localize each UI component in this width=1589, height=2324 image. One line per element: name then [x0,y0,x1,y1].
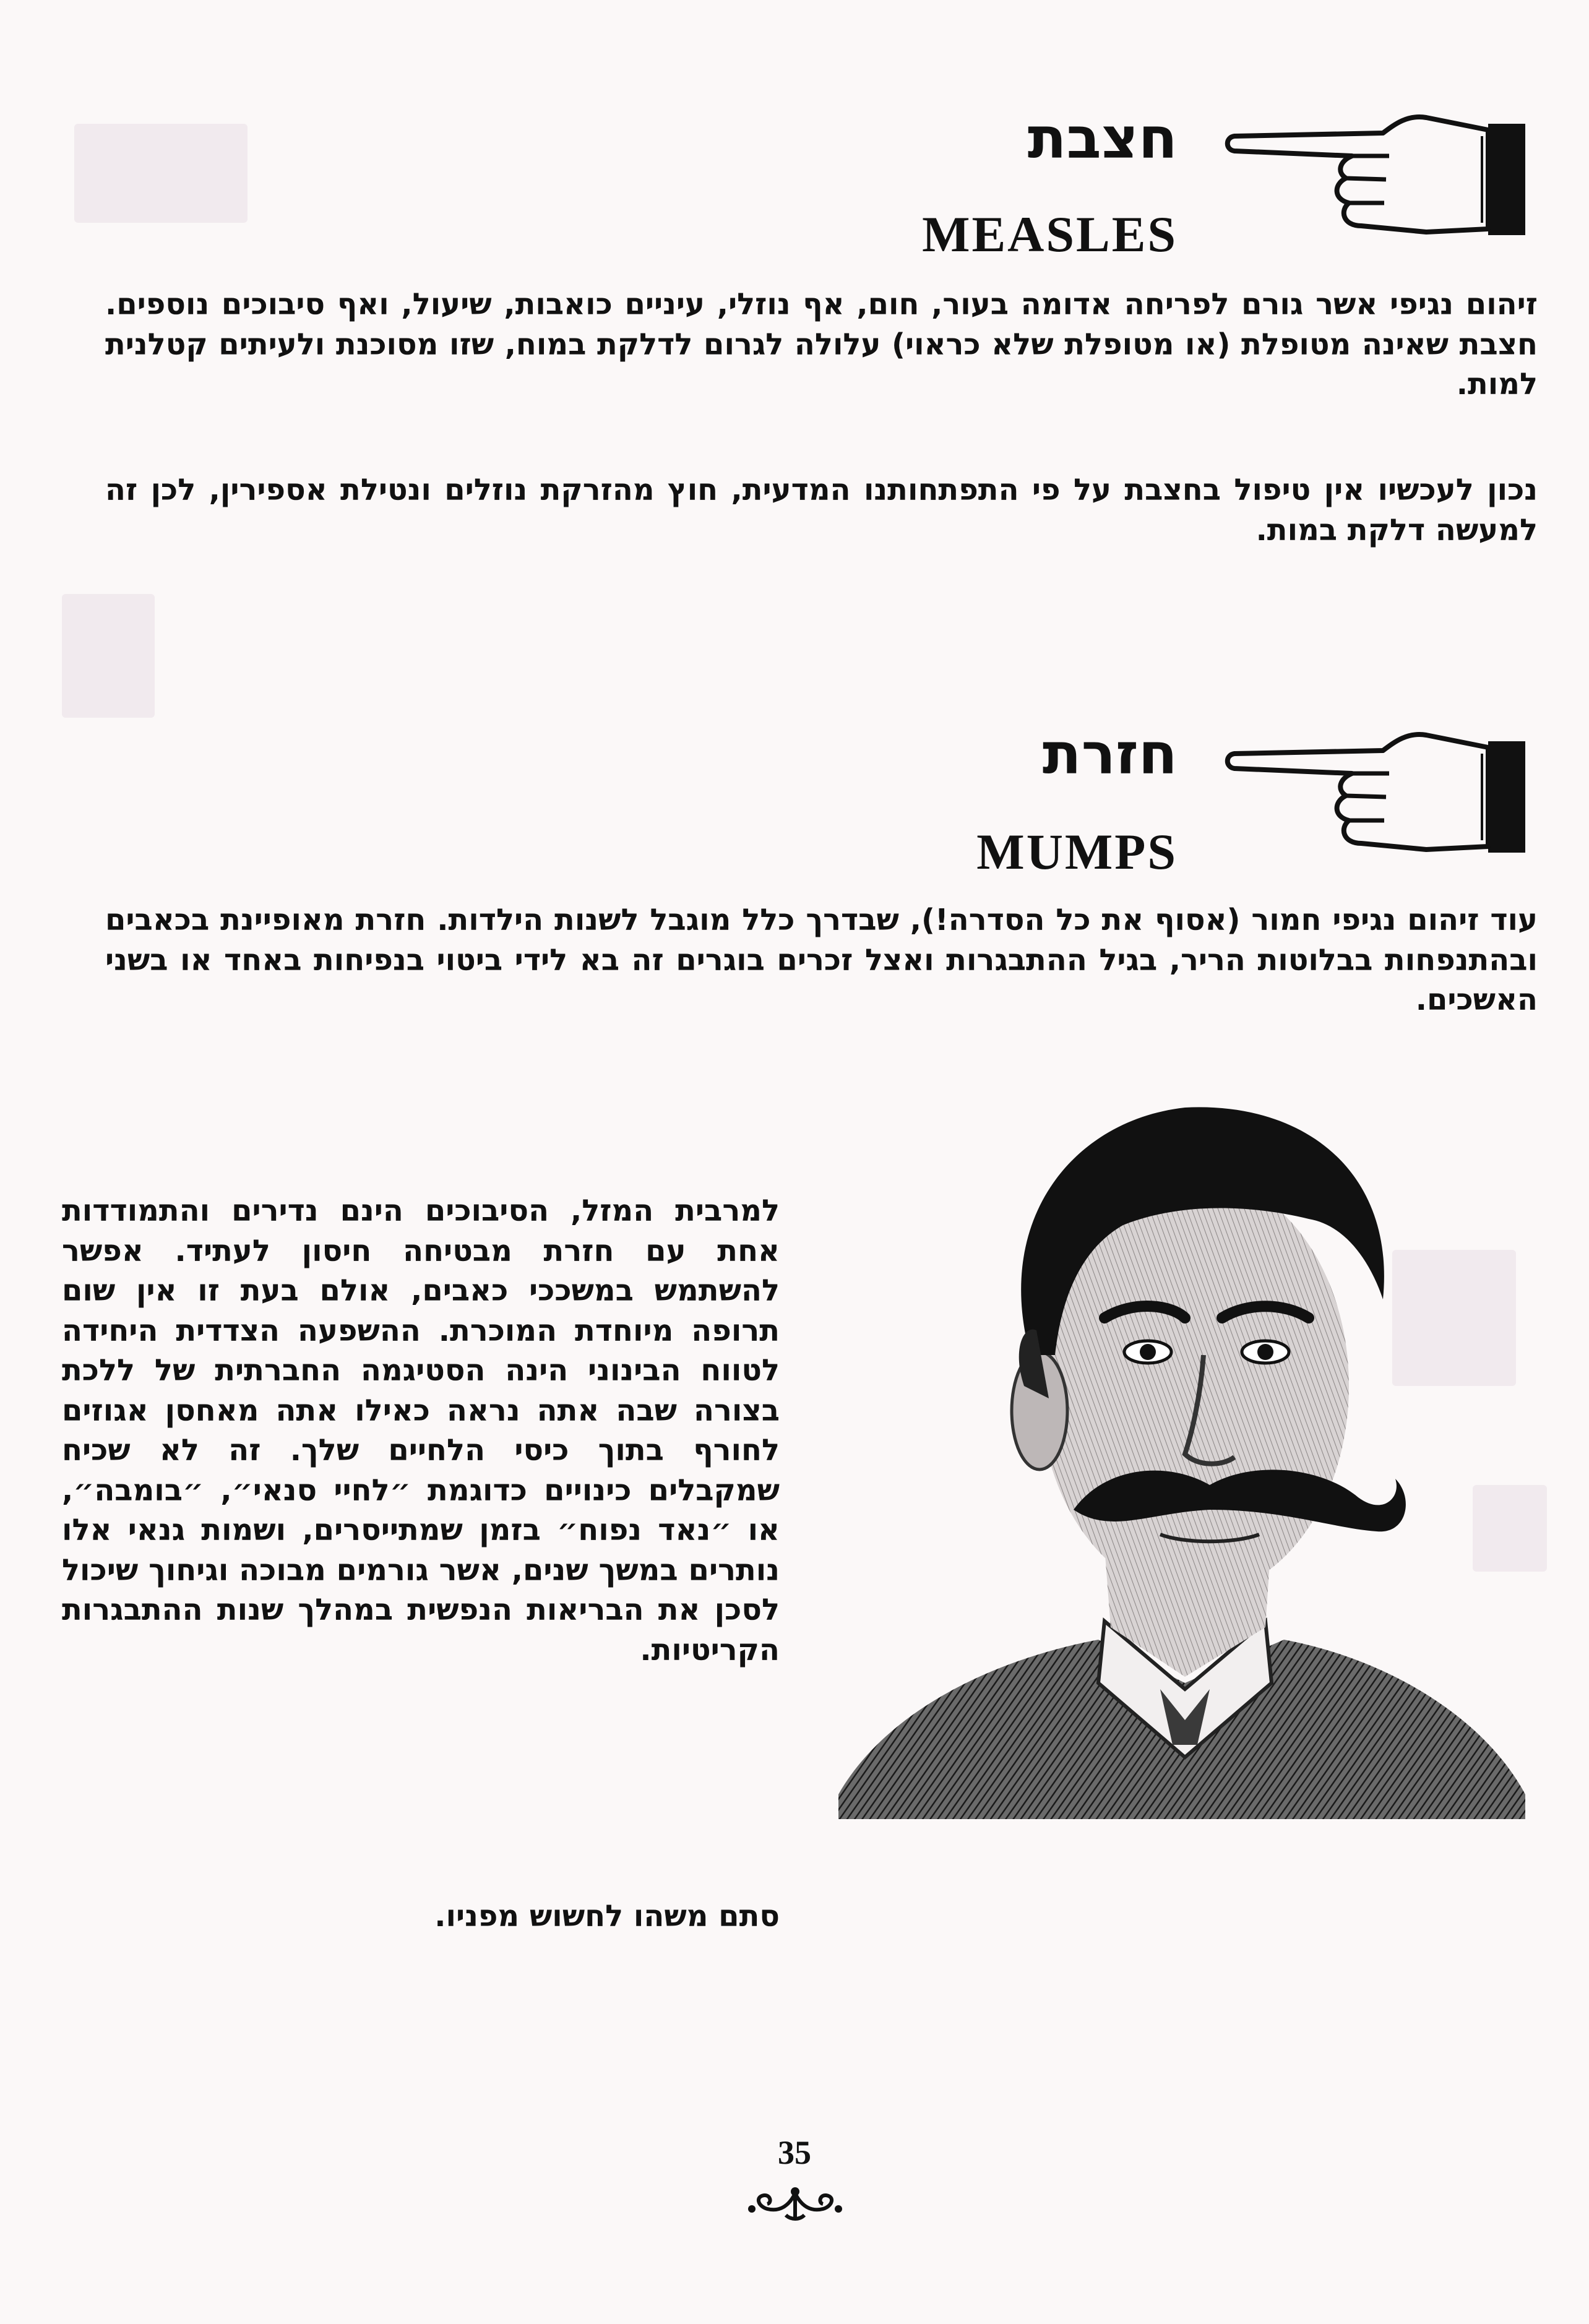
page-number: 35 [778,2134,811,2171]
vintage-portrait-engraving [838,1064,1538,1819]
floral-ornament-icon [743,2184,848,2227]
paragraph: נכון לעכשיו אין טיפול בחצבת על פי התפתחותנו המדעית, חוץ מהזרקת נוזלים ונטילת אספירין, לכן זה למעשה דלקת במות. [105,473,1538,548]
bleed-through-image [74,124,248,223]
paragraph: עוד זיהום נגיפי חמור (אסוף את כל הסדרה!), שבדרך כלל מוגבל לשנות הילדות. חזרת מאופיינת בכאבים ובהתנפחות בבלוטות הריר, בגיל ההתבגרות ואצל זכרים בוגרים זה בא לידי ביטוי בנפיחות באחד או בשני האשכים. [105,903,1538,1017]
section-title-english: MEASLES [922,206,1178,262]
section-title-english: MUMPS [976,824,1178,880]
bleed-through-image [62,594,155,718]
paragraph: זיהום נגיפי אשר גורם לפריחה אדומה בעור, חום, אף נוזלי, עיניים כואבות, שיעול, ואף סיבוכים נוספים. חצבת שאינה מטופלת (או מטופלת שלא כראוי) עלולה לגרום לדלקת במוח, שזו מסוכנת ולעיתים קטלנית למות. [105,287,1538,402]
section-title-hebrew: חזרת [1042,721,1178,787]
section-title-hebrew: חצבת [1027,105,1178,171]
pointing-hand-icon [1222,99,1531,247]
paragraph: למרבית המזל, הסיבוכים הינם נדירים והתמודדות אחת עם חזרת מבטיחה חיסון לעתיד. אפשר להשתמש במשככי כאבים, אולם בעת זו אין שום תרופה מיוחדת המוכרת. ההשפעה הצדדית היחידה לטווח הבינוני הינה הסטיגמה החברתית של ללכת בצורה שבה אתה נראה כאילו אתה מאחסן אגוזים לחורף בתוך כיסי הלחיים שלך. זה לא שכיח שמקבלים כינויים כדוגמת ״לחיי סנאי״, ״בומבה״, או ״נאד נפוח״ בזמן שמתייסרים, ושמות גנאי אלו נותרים במשך שנים, אשר גורמים מבוכה וגיחוך שיכול לסכן את הבריאות הנפשית במהלך שנות ההתבגרות הקריטיות. [62,1194,780,1668]
paragraph: סתם משהו לחשוש מפניו. [434,1899,780,1934]
pointing-hand-icon [1222,717,1531,865]
